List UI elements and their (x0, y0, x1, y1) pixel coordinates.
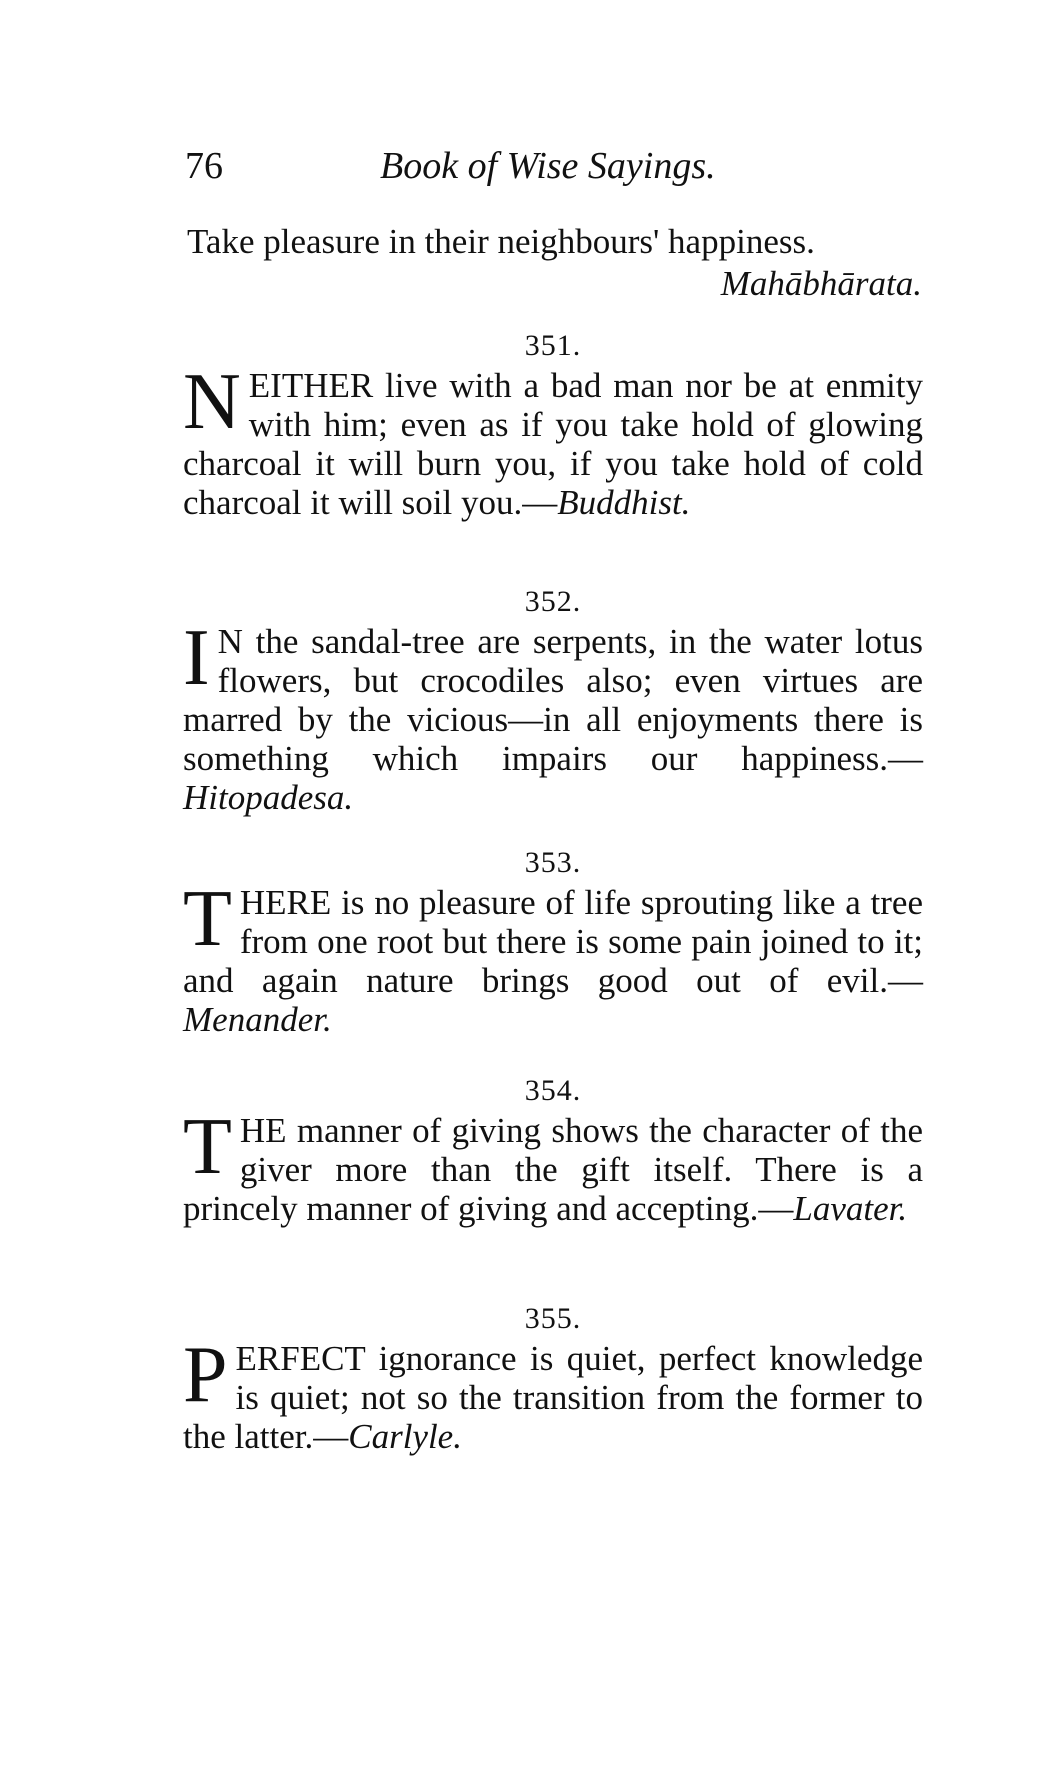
attribution-dash: — (313, 1417, 349, 1456)
drop-cap: I (183, 614, 210, 702)
saying-text (183, 614, 923, 817)
saying-353 (183, 843, 923, 1039)
saying-attribution: Hitopadesa. (183, 778, 354, 817)
saying-attribution: Menander. (183, 1000, 332, 1039)
saying-body: EITHER live with a bad man nor be at enmity with him; even as if you take hold of glowing charcoal it will burn you, if you take hold of cold charcoal it will soil you. (183, 366, 923, 522)
saying-text (183, 875, 923, 1039)
saying-text (183, 1103, 923, 1228)
saying-number: 352. (524, 585, 582, 618)
running-title: Book of Wise Sayings. (380, 145, 716, 187)
attribution-dash: — (758, 1189, 794, 1228)
drop-cap: T (183, 1103, 232, 1191)
continued-quote-text: Take pleasure in their neighbours' happiness. (187, 222, 815, 261)
saying-number: 353. (524, 846, 582, 879)
saying-body: ERFECT ignorance is quiet, perfect knowledge is quiet; not so the transition from the former to the latter. (183, 1339, 923, 1456)
saying-351 (183, 326, 923, 522)
saying-attribution: Lavater. (793, 1189, 908, 1228)
drop-cap: N (183, 358, 241, 446)
drop-cap: P (183, 1331, 228, 1419)
saying-text (183, 358, 923, 522)
saying-body: HE manner of giving shows the character of the giver more than the gift itself. There is a princely manner of giving and accepting. (183, 1111, 923, 1228)
attribution-dash: — (522, 483, 558, 522)
attribution-dash: — (888, 739, 923, 778)
page-number: 76 (185, 145, 223, 187)
running-header (185, 140, 925, 192)
saying-attribution: Buddhist. (557, 483, 691, 522)
saying-number: 351. (524, 329, 582, 362)
attribution-dash: — (888, 961, 923, 1000)
saying-body: HERE is no pleasure of life sprouting like a tree from one root but there is some pain joined to it; and again nature brings good out of evil. (183, 883, 923, 1000)
saying-number: 354. (524, 1074, 582, 1107)
saying-352 (183, 582, 923, 817)
continued-quote-attribution: Mahābhārata. (720, 264, 922, 303)
saying-attribution: Carlyle. (348, 1417, 462, 1456)
saying-number: 355. (524, 1302, 582, 1335)
saying-355 (183, 1299, 923, 1456)
drop-cap: T (183, 875, 232, 963)
saying-text (183, 1331, 923, 1456)
saying-body: N the sandal-tree are serpents, in the water lotus flowers, but crocodiles also; even virtues are marred by the vicious—in all enjoyments there is something which impairs our happiness. (183, 622, 923, 778)
saying-354 (183, 1071, 923, 1228)
